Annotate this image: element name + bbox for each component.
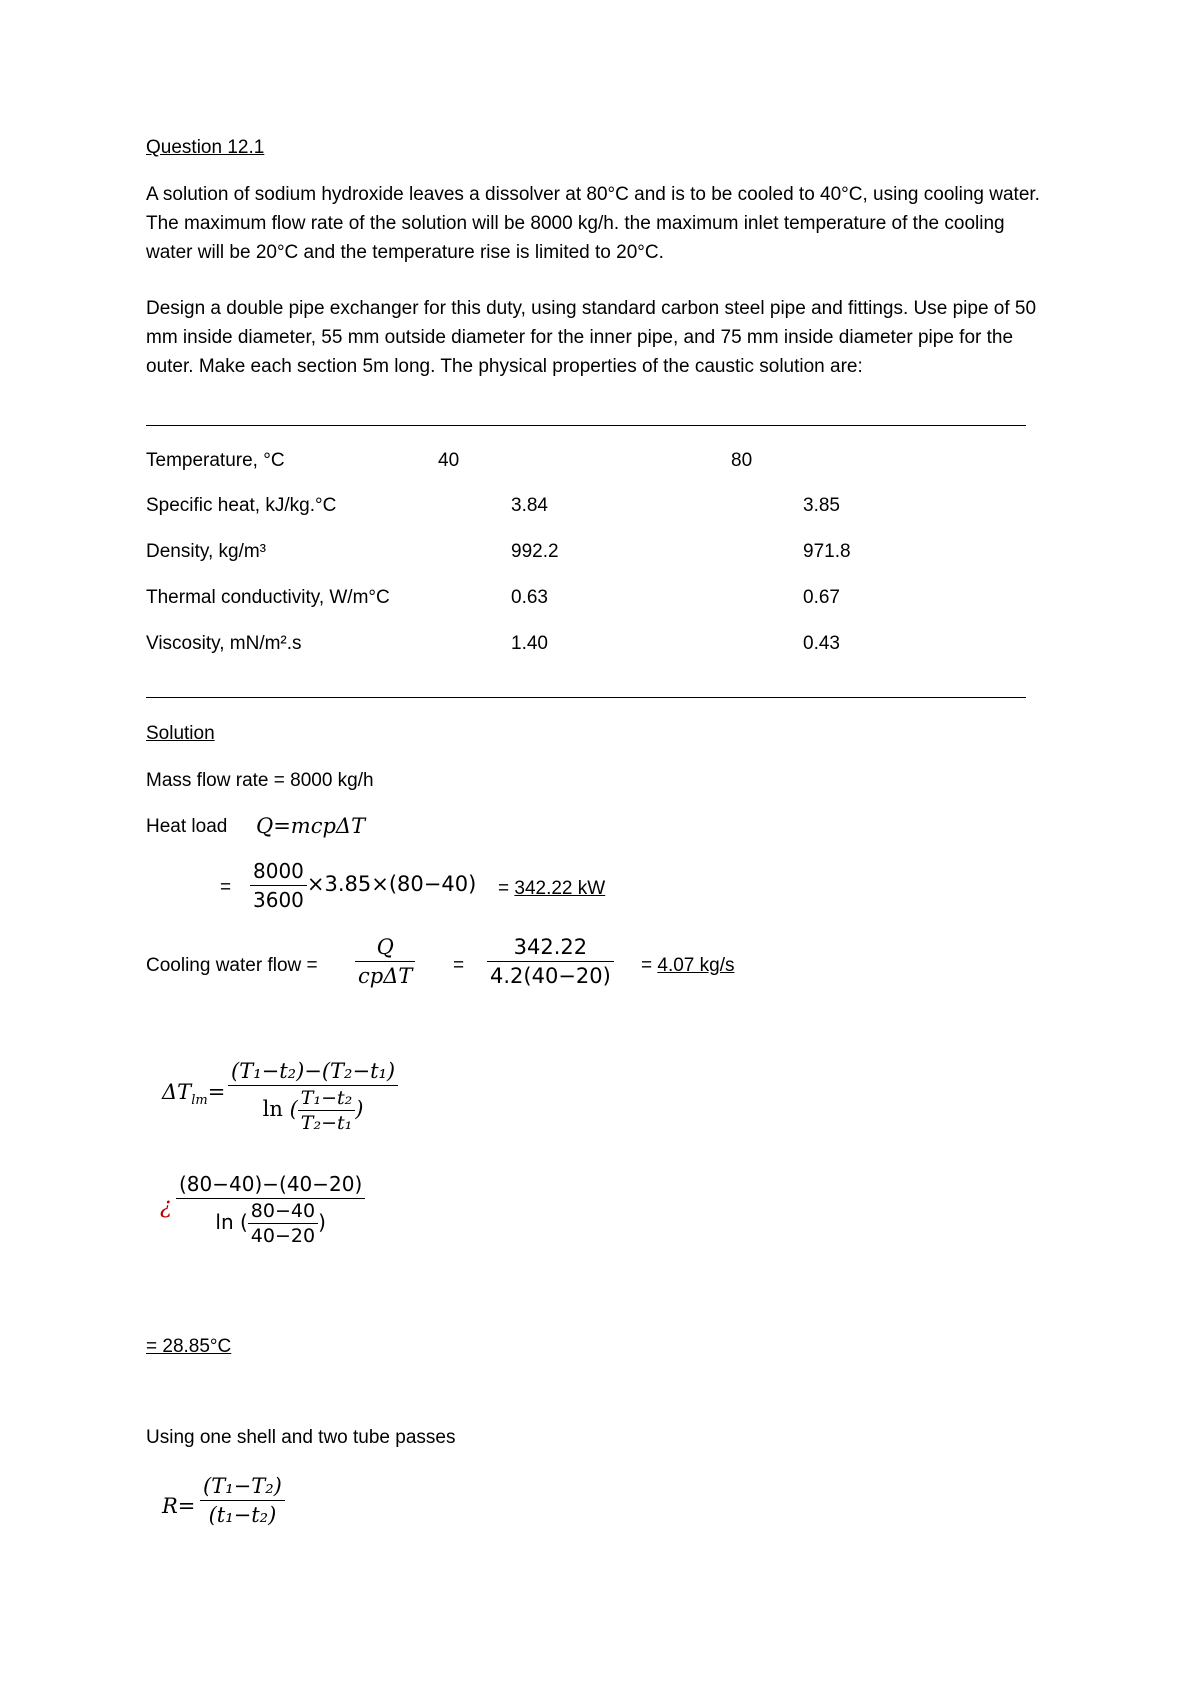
table-row-label: Thermal conductivity, W/m°C [146,587,390,608]
table-header-label: Temperature, °C [146,450,285,471]
r-formula [200,1472,285,1529]
cooling-water-result: = 4.07 kg/s [641,955,735,976]
table-row-label: Specific heat, kJ/kg.°C [146,495,337,516]
cw-denominator: cpΔT [358,964,413,988]
table-row-col1: 0.63 [511,587,548,608]
lmtd2-denominator: ln ( $\frac{80-40}{40-20}$ ) [215,1200,326,1247]
table-row-col2: 0.67 [803,587,840,608]
lmtd-lhs: $\Delta T_{lm}=$ [162,1080,226,1109]
question-title: Question 12.1 [146,137,265,158]
mass-flow-line: Mass flow rate = 8000 kg/h [146,770,374,791]
heat-load-label: Heat load [146,816,228,837]
table-top-rule [146,425,1026,426]
lmtd-numeric [176,1170,365,1248]
lmtd2-numerator: (80−40)−(40−20) [179,1172,363,1196]
lmtd-denominator: ln ( $\frac{\text{T₁−t₂}}{\text{T₂−t₁}}$ ) [262,1087,364,1134]
r-numerator: (T₁−T₂) [203,1474,282,1498]
cw-denominator-2: 4.2(40−20) [490,964,611,988]
table-row-label: Density, kg/m³ [146,541,267,562]
solution-title: Solution [146,723,215,744]
heat-load-formula: Q=mcpΔT [256,814,366,838]
heat-numerator: 8000 [253,859,304,883]
heat-result: = 342.22 kW [498,878,606,899]
question-paragraph-1: A solution of sodium hydroxide leaves a dissolver at 80°C and is to be cooled to 40°C, using cooling water. The maximum flow rate of the solution will be 8000 kg/h. the maximum inlet temperature of the cooling water will be 20°C and the temperature rise is limited to 20°C. [146,184,1040,263]
cw-equals-sign: = [453,955,465,976]
equation-glyph: ¿ [160,1194,172,1219]
cooling-water-label: Cooling water flow = [146,955,318,976]
heat-equals-sign: = [220,877,232,898]
r-lhs: R= [162,1494,196,1518]
heat-load-calc [250,857,476,914]
question-paragraph-2: Design a double pipe exchanger for this duty, using standard carbon steel pipe and fittings. Use pipe of 50 mm inside diameter, 55 mm outside diameter for the inner pipe, and 75 mm inside diameter pipe for the outer. Make each section 5m long. The physical properties of the caustic solution are: [146,298,1037,377]
cw-numerator-2: 342.22 [513,935,588,959]
cooling-water-numeric [487,933,614,990]
passes-line: Using one shell and two tube passes [146,1427,456,1448]
table-row-col2: 0.43 [803,633,840,654]
lmtd-numerator: (T₁−t₂)−(T₂−t₁) [231,1059,396,1083]
r-denominator: (t₁−t₂) [208,1503,277,1527]
table-row-label: Viscosity, mN/m².s [146,633,302,654]
table-row-col1: 1.40 [511,633,548,654]
cooling-water-symbolic [355,933,415,990]
table-header-col2: 80 [731,450,753,471]
heat-multiplier: ×3.85×(80−40) [306,872,477,896]
cw-numerator: Q [376,935,394,959]
lmtd-formula [228,1057,398,1135]
table-header-col1: 40 [438,450,460,471]
table-row-col1: 992.2 [511,541,559,562]
table-bottom-rule [146,697,1026,698]
lmtd-result: = 28.85°C [146,1336,232,1357]
heat-denominator: 3600 [253,888,304,912]
heat-fraction [250,857,307,914]
table-row-col1: 3.84 [511,495,548,516]
table-row-col2: 971.8 [803,541,851,562]
table-row-col2: 3.85 [803,495,840,516]
